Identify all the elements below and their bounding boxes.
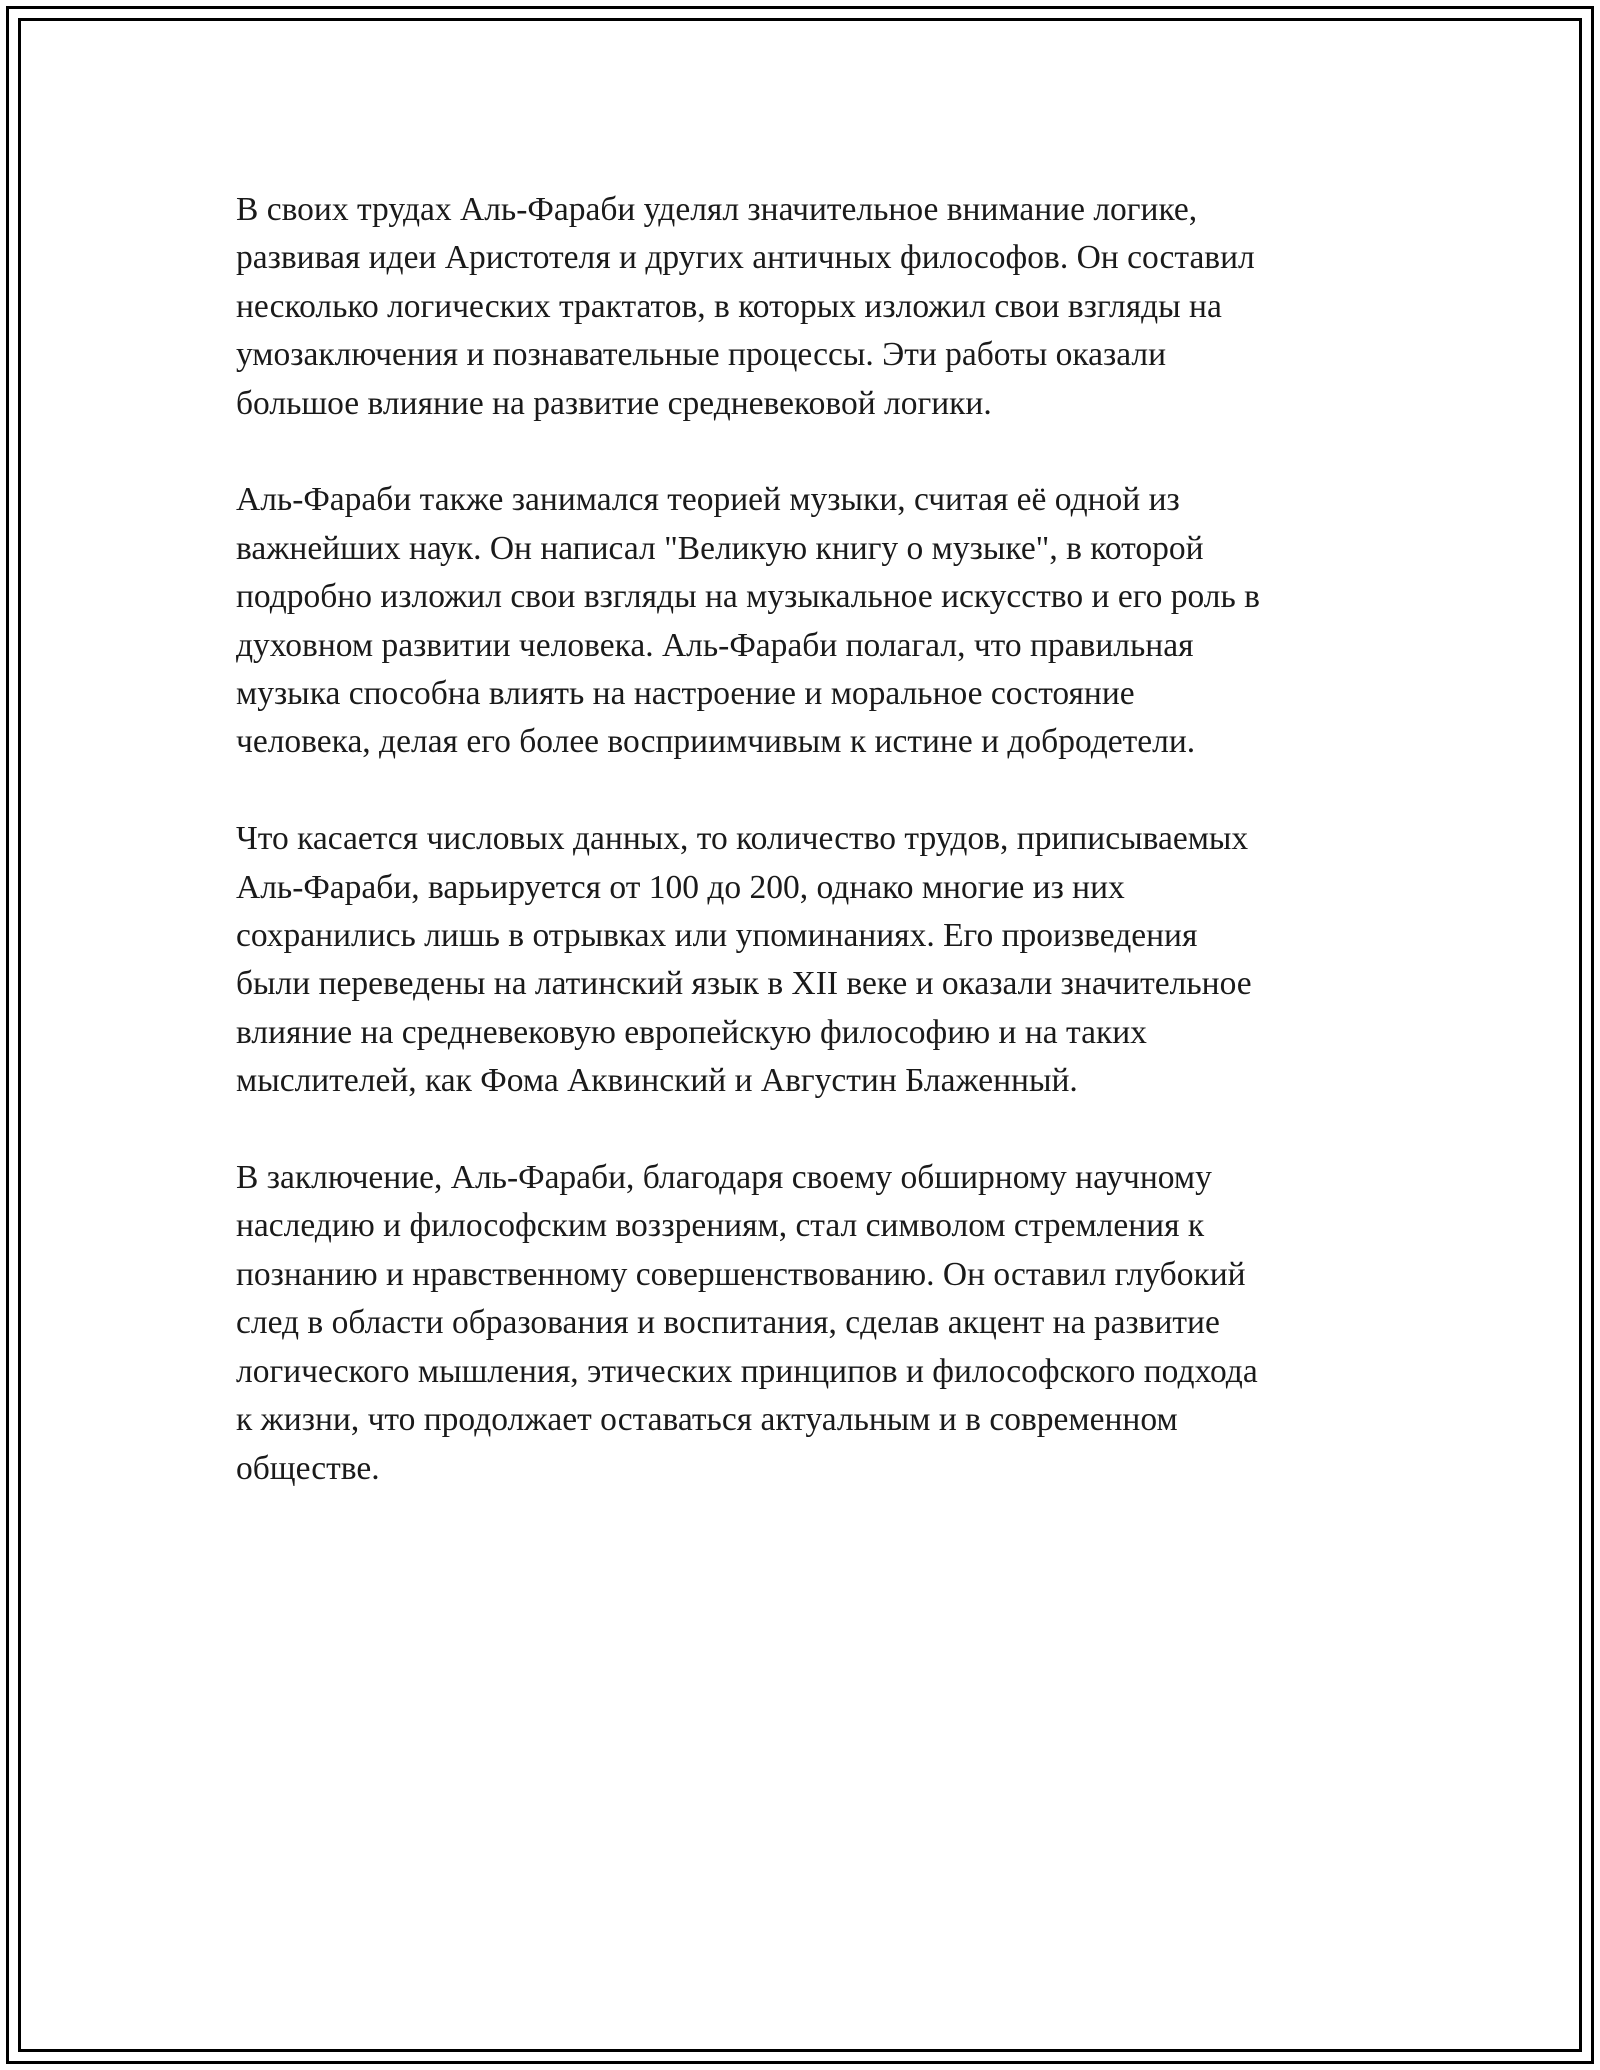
paragraph-line: Что касается числовых данных, то количество трудов, приписываемых — [236, 820, 1249, 858]
paragraph-line: познанию и нравственному совершенствованию. Он оставил глубокий — [236, 1255, 1246, 1293]
paragraph-line: Аль-Фараби также занимался теорией музыки, считая её одной из — [236, 481, 1180, 519]
paragraph-numbers — [236, 815, 1396, 1105]
document-body — [236, 186, 1396, 1493]
paragraph-line: развивая идеи Аристотеля и других античных философов. Он составил — [236, 239, 1255, 277]
paragraph-line: музыка способна влиять на настроение и моральное состояние — [236, 675, 1135, 713]
paragraph-line: человека, делая его более восприимчивым к истине и добродетели. — [236, 723, 1196, 761]
paragraph-line: В заключение, Аль-Фараби, благодаря своему обширному научному — [236, 1159, 1212, 1197]
paragraph-spacer — [236, 428, 1396, 476]
paragraph-conclusion — [236, 1154, 1396, 1493]
paragraph-line: след в области образования и воспитания, сделав акцент на развитие — [236, 1304, 1220, 1342]
paragraph-line: большое влияние на развитие средневековой логики. — [236, 384, 992, 422]
paragraph-line: умозаключения и познавательные процессы. Эти работы оказали — [236, 336, 1167, 374]
paragraph-line: несколько логических трактатов, в которых изложил свои взгляды на — [236, 287, 1222, 325]
paragraph-line: логического мышления, этических принципов и философского подхода — [236, 1352, 1258, 1390]
paragraph-line: обществе. — [236, 1449, 380, 1487]
paragraph-line: сохранились лишь в отрывках или упоминаниях. Его произведения — [236, 917, 1198, 955]
paragraph-line: подробно изложил свои взгляды на музыкальное искусство и его роль в — [236, 578, 1260, 616]
paragraph-line: важнейших наук. Он написал "Великую книгу о музыке", в которой — [236, 529, 1204, 567]
paragraph-line: к жизни, что продолжает оставаться актуальным и в современном — [236, 1401, 1178, 1439]
paragraph-spacer — [236, 1106, 1396, 1154]
paragraph-line: мыслителей, как Фома Аквинский и Августин Блаженный. — [236, 1062, 1078, 1100]
paragraph-line: были переведены на латинский язык в XII веке и оказали значительное — [236, 965, 1252, 1003]
paragraph-line: влияние на средневековую европейскую философию и на таких — [236, 1013, 1147, 1051]
paragraph-line: наследию и философским воззрениям, стал символом стремления к — [236, 1207, 1205, 1245]
paragraph-music — [236, 476, 1396, 766]
paragraph-logic — [236, 186, 1396, 428]
paragraph-line: В своих трудах Аль-Фараби уделял значительное внимание логике, — [236, 191, 1198, 228]
paragraph-line: Аль-Фараби, варьируется от 100 до 200, однако многие из них — [236, 868, 1125, 906]
paragraph-spacer — [236, 767, 1396, 815]
paragraph-line: духовном развитии человека. Аль-Фараби полагал, что правильная — [236, 626, 1194, 664]
